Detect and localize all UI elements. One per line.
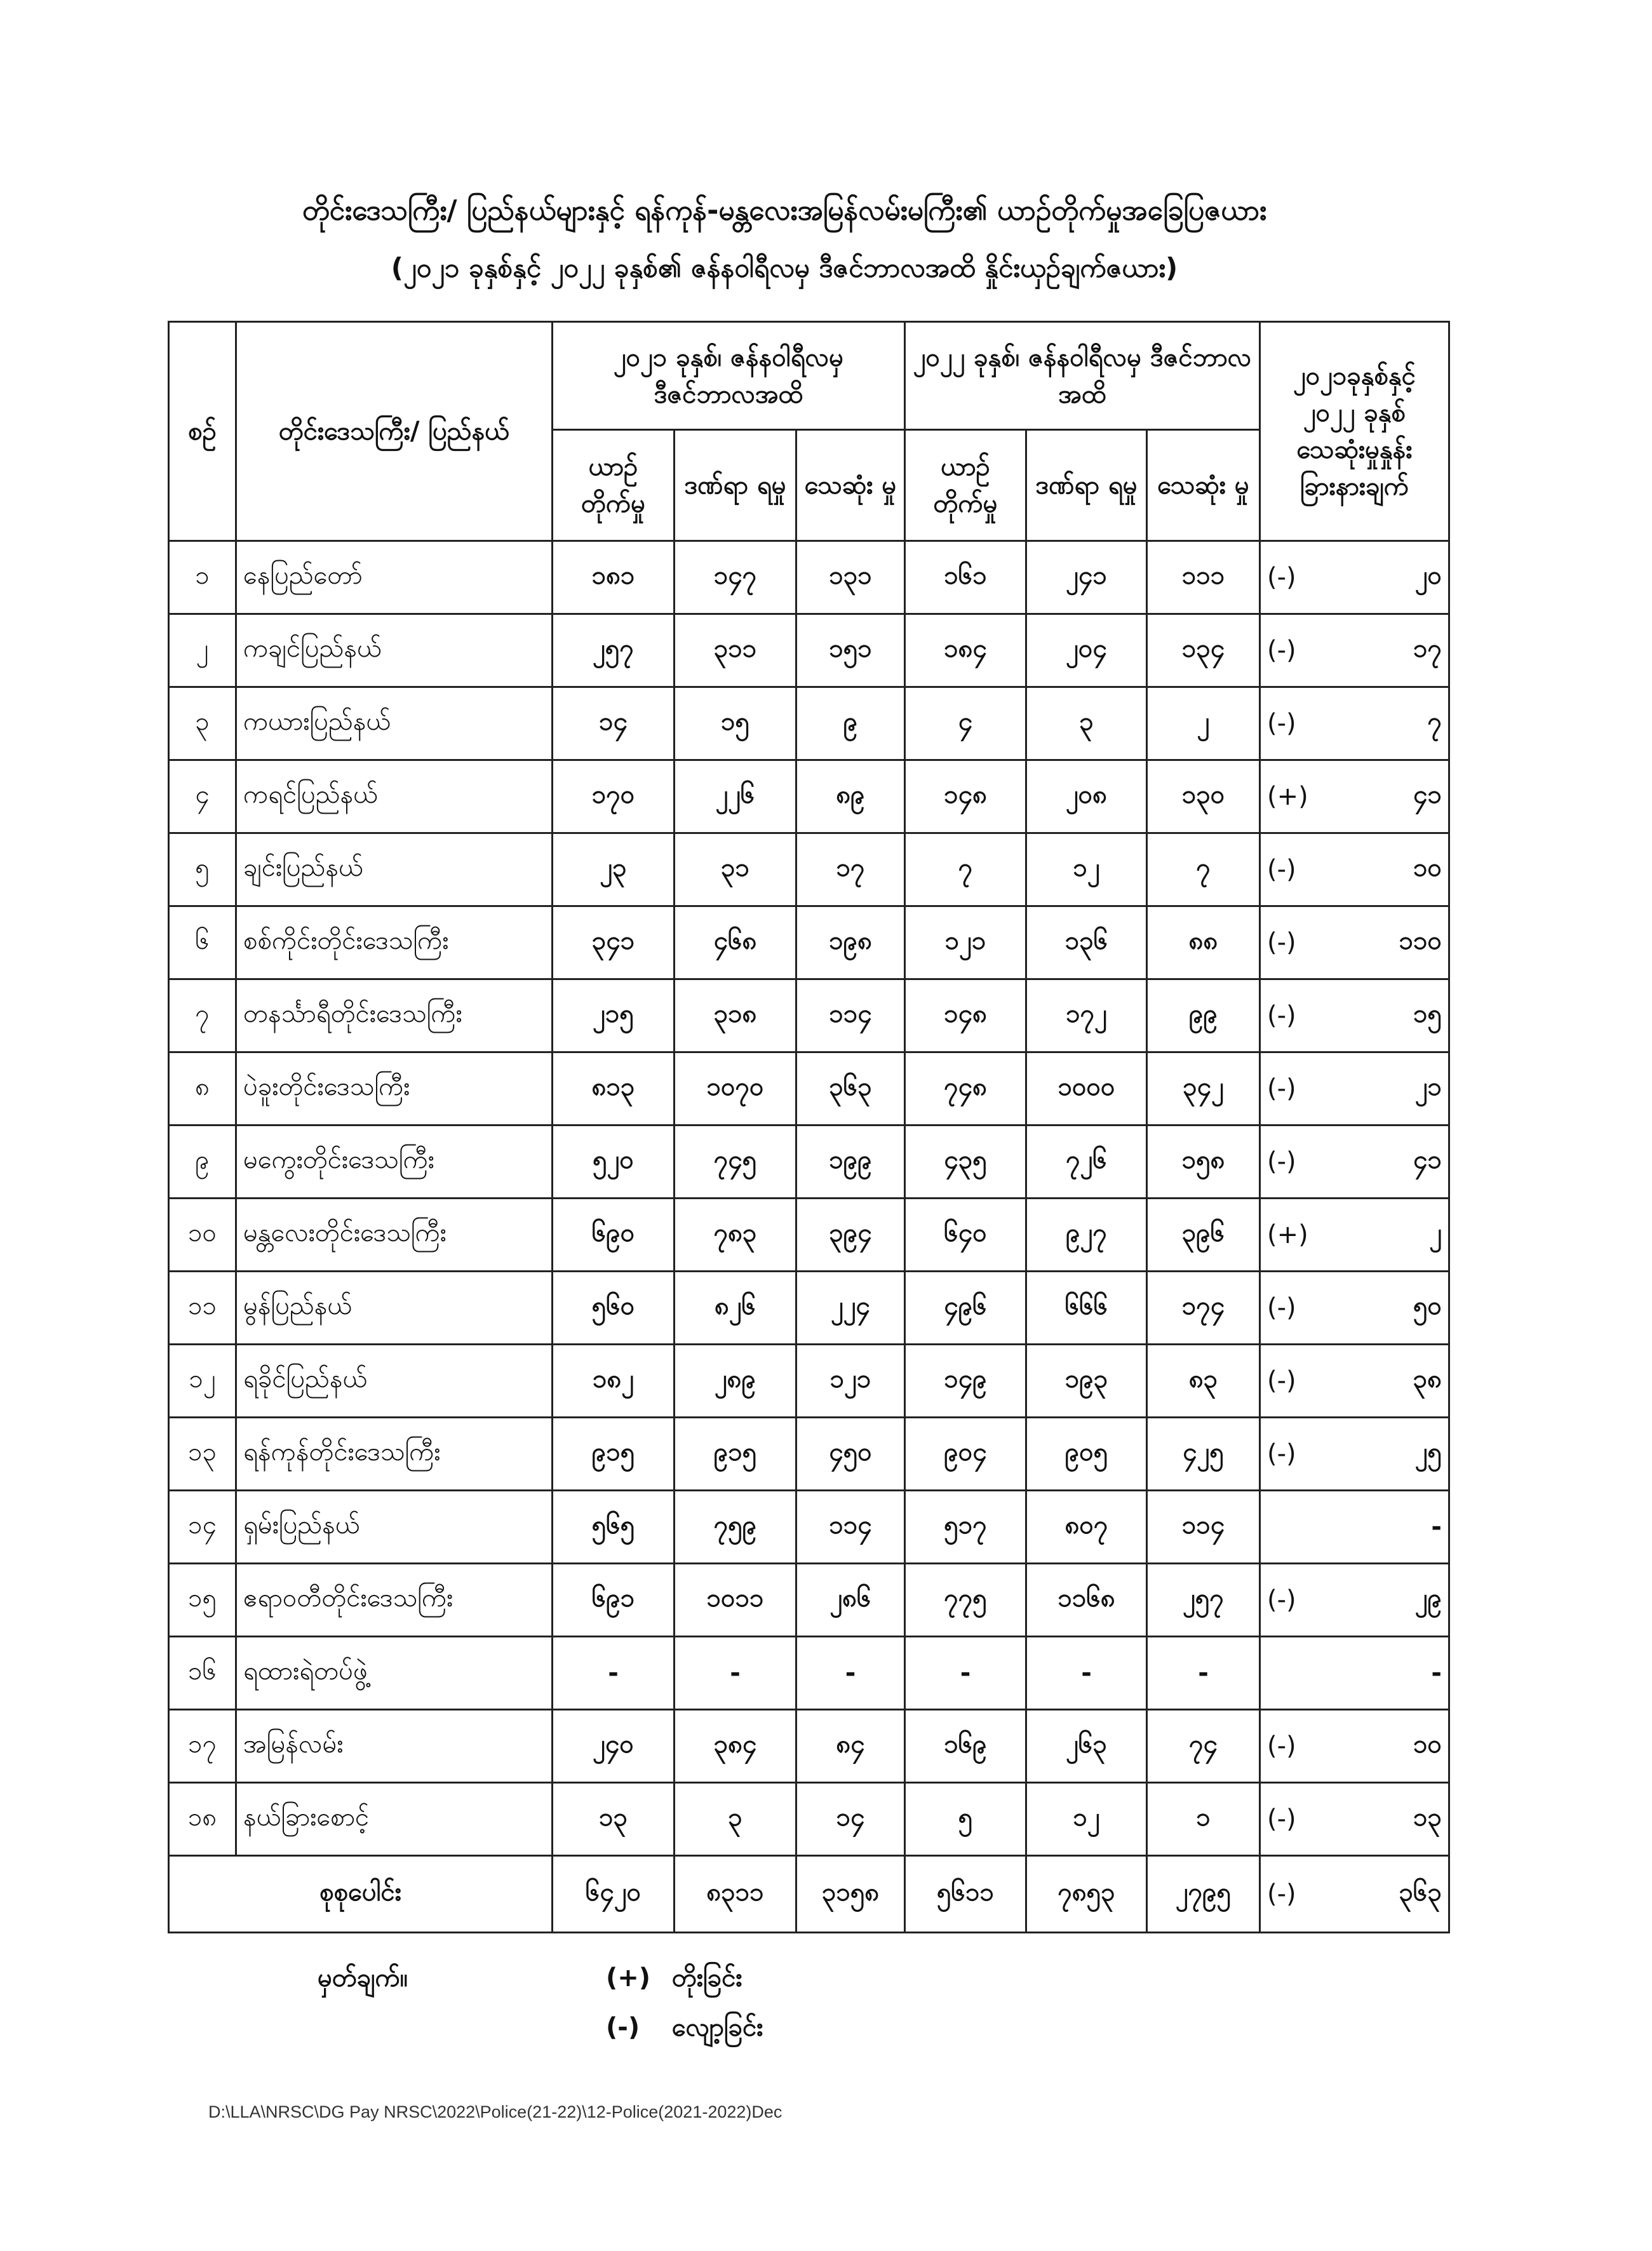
row-region-name: ကချင်ပြည်နယ် — [236, 614, 553, 687]
header-period-2021: ၂၀၂၁ ခုနှစ်၊ ဇန်နဝါရီလမှ ဒီဇင်ဘာလအထိ — [553, 322, 905, 430]
row-accidents-2022: ၁၆၁ — [905, 541, 1026, 614]
table-row — [169, 1052, 1449, 1126]
notes-minus-symbol: (-) — [605, 2013, 640, 2042]
row-deaths-2022: ၁၇၄ — [1147, 1272, 1260, 1345]
row-injuries-2022: ၆၆၆ — [1026, 1272, 1147, 1345]
row-injuries-2021: ၁၅ — [675, 687, 796, 760]
table-row — [169, 1491, 1449, 1564]
row-index: ၉ — [169, 1126, 236, 1199]
row-diff-sign: (-) — [1260, 1345, 1324, 1418]
row-deaths-2022: ၇ — [1147, 833, 1260, 906]
row-region-name: ရှမ်းပြည်နယ် — [236, 1491, 553, 1564]
row-injuries-2021: ၁၀၁၁ — [675, 1564, 796, 1637]
row-index: ၁၀ — [169, 1199, 236, 1272]
row-deaths-2021: ၁၉၈ — [796, 906, 905, 979]
row-deaths-2022: ၃၄၂ — [1147, 1052, 1260, 1126]
row-injuries-2021: ၄၆၈ — [675, 906, 796, 979]
row-injuries-2022: ၈၀၇ — [1026, 1491, 1147, 1564]
table-row — [169, 833, 1449, 906]
header-deaths-2022: သေဆုံး မှု — [1147, 430, 1260, 541]
row-death-difference: ၂၉ — [1324, 1564, 1449, 1637]
row-diff-sign: (-) — [1260, 833, 1324, 906]
row-injuries-2021: ၂၂၆ — [675, 760, 796, 833]
row-death-difference: ၂ — [1324, 1199, 1449, 1272]
table-row — [169, 1564, 1449, 1637]
row-injuries-2022: ၁၉၃ — [1026, 1345, 1147, 1418]
row-injuries-2021: ၃ — [675, 1783, 796, 1856]
row-accidents-2021: ၅၆၀ — [553, 1272, 675, 1345]
row-death-difference: ၁၅ — [1324, 979, 1449, 1052]
row-diff-sign — [1260, 1491, 1324, 1564]
row-index: ၁၅ — [169, 1564, 236, 1637]
row-death-difference: - — [1324, 1637, 1449, 1710]
row-accidents-2021: ၂၁၅ — [553, 979, 675, 1052]
row-index: ၁၇ — [169, 1710, 236, 1783]
row-region-name: စစ်ကိုင်းတိုင်းဒေသကြီး — [236, 906, 553, 979]
table-row — [169, 1783, 1449, 1856]
row-death-difference: ၁၇ — [1324, 614, 1449, 687]
row-injuries-2021: ၃၁၁ — [675, 614, 796, 687]
row-accidents-2022: - — [905, 1637, 1026, 1710]
row-deaths-2021: - — [796, 1637, 905, 1710]
table-row — [169, 760, 1449, 833]
row-index: ၆ — [169, 906, 236, 979]
header-region: တိုင်းဒေသကြီး/ ပြည်နယ် — [236, 322, 553, 541]
table-row — [169, 906, 1449, 979]
row-region-name: နယ်ခြားစောင့် — [236, 1783, 553, 1856]
row-deaths-2022: ၁၁၄ — [1147, 1491, 1260, 1564]
row-deaths-2022: ၃၉၆ — [1147, 1199, 1260, 1272]
row-death-difference: ၄၁ — [1324, 1126, 1449, 1199]
table-row — [169, 1710, 1449, 1783]
row-injuries-2022: ၁၁၆၈ — [1026, 1564, 1147, 1637]
row-region-name: မကွေးတိုင်းဒေသကြီး — [236, 1126, 553, 1199]
row-index: ၁ — [169, 541, 236, 614]
row-injuries-2022: ၁၂ — [1026, 1783, 1147, 1856]
row-injuries-2022: ၁၇၂ — [1026, 979, 1147, 1052]
row-region-name: ရခိုင်ပြည်နယ် — [236, 1345, 553, 1418]
row-death-difference: ၃၈ — [1324, 1345, 1449, 1418]
notes-plus-symbol: (+) — [605, 1963, 651, 1992]
table-body — [169, 541, 1449, 1856]
table-row — [169, 1199, 1449, 1272]
page-subtitle: (၂၀၂၁ ခုနှစ်နှင့် ၂၀၂၂ ခုနှစ်၏ ဇန်နဝါရီလမှ ဒီဇင်ဘာလအထိ နှိုင်းယှဉ်ချက်ဇယား) — [391, 252, 1178, 283]
row-index: ၁၆ — [169, 1637, 236, 1710]
row-death-difference: ၂၅ — [1324, 1418, 1449, 1491]
row-injuries-2022: ၉၂၇ — [1026, 1199, 1147, 1272]
row-death-difference: ၅၀ — [1324, 1272, 1449, 1345]
row-accidents-2021: ၈၁၃ — [553, 1052, 675, 1126]
row-deaths-2021: ၂၈၆ — [796, 1564, 905, 1637]
total-label: စုစုပေါင်း — [169, 1856, 553, 1933]
row-diff-sign: (-) — [1260, 541, 1324, 614]
total-injuries-2022: ၇၈၅၃ — [1026, 1856, 1147, 1933]
row-accidents-2021: ၁၇၀ — [553, 760, 675, 833]
row-accidents-2021: ၅၆၅ — [553, 1491, 675, 1564]
row-deaths-2022: ၁၃၄ — [1147, 614, 1260, 687]
row-diff-sign: (-) — [1260, 1126, 1324, 1199]
row-injuries-2022: ၁၃၆ — [1026, 906, 1147, 979]
row-diff-sign — [1260, 1637, 1324, 1710]
row-deaths-2021: ၁၂၁ — [796, 1345, 905, 1418]
row-accidents-2022: ၅၁၇ — [905, 1491, 1026, 1564]
row-injuries-2022: ၂၄၁ — [1026, 541, 1147, 614]
header-period-2022: ၂၀၂၂ ခုနှစ်၊ ဇန်နဝါရီလမှ ဒီဇင်ဘာလအထိ — [905, 322, 1260, 430]
row-accidents-2021: ၉၁၅ — [553, 1418, 675, 1491]
header-injuries-2022: ဒဏ်ရာ ရမှု — [1026, 430, 1147, 541]
row-accidents-2022: ၆၄၀ — [905, 1199, 1026, 1272]
row-deaths-2022: ၁ — [1147, 1783, 1260, 1856]
row-deaths-2021: ၁၇ — [796, 833, 905, 906]
row-injuries-2022: ၉၀၅ — [1026, 1418, 1147, 1491]
row-diff-sign: (-) — [1260, 1710, 1324, 1783]
header-death-difference: ၂၀၂၁ခုနှစ်နှင့် ၂၀၂၂ ခုနှစ် သေဆုံးမှုနှုန်း ခြားနားချက် — [1260, 322, 1449, 541]
page-title: တိုင်းဒေသကြီး/ ပြည်နယ်များနှင့် ရန်ကုန်-မန္တလေးအမြန်လမ်းမကြီး၏ ယာဉ်တိုက်မှုအခြေပြဇယား — [302, 194, 1267, 227]
row-deaths-2022: ၁၃၀ — [1147, 760, 1260, 833]
row-accidents-2021: - — [553, 1637, 675, 1710]
row-accidents-2021: ၁၈၁ — [553, 541, 675, 614]
row-injuries-2021: ၁၀၇၀ — [675, 1052, 796, 1126]
row-accidents-2021: ၃၄၁ — [553, 906, 675, 979]
notes-section — [318, 1953, 763, 2052]
row-injuries-2021: ၁၄၇ — [675, 541, 796, 614]
row-injuries-2022: ၁၂ — [1026, 833, 1147, 906]
row-deaths-2022: ၁၅၈ — [1147, 1126, 1260, 1199]
row-deaths-2022: - — [1147, 1637, 1260, 1710]
row-injuries-2021: ၃၁ — [675, 833, 796, 906]
row-accidents-2021: ၆၉၀ — [553, 1199, 675, 1272]
row-diff-sign: (-) — [1260, 906, 1324, 979]
row-deaths-2021: ၁၁၄ — [796, 1491, 905, 1564]
row-injuries-2022: ၂၀၄ — [1026, 614, 1147, 687]
row-accidents-2021: ၁၈၂ — [553, 1345, 675, 1418]
row-deaths-2021: ၃၆၃ — [796, 1052, 905, 1126]
row-index: ၁၂ — [169, 1345, 236, 1418]
row-death-difference: ၁၀ — [1324, 1710, 1449, 1783]
total-difference: ၃၆၃ — [1324, 1856, 1449, 1933]
table-row — [169, 541, 1449, 614]
row-death-difference: ၂၀ — [1324, 541, 1449, 614]
table-row — [169, 979, 1449, 1052]
row-deaths-2022: ၈၈ — [1147, 906, 1260, 979]
row-accidents-2022: ၇၇၅ — [905, 1564, 1026, 1637]
footer-file-path: D:\LLA\NRSC\DG Pay NRSC\2022\Police(21-22)\12-Police(2021-2022)Dec — [208, 2102, 782, 2121]
row-accidents-2022: ၁၂၁ — [905, 906, 1026, 979]
accident-table — [168, 321, 1450, 1933]
row-injuries-2021: ၂၈၉ — [675, 1345, 796, 1418]
row-death-difference: ၇ — [1324, 687, 1449, 760]
row-injuries-2021: ၇၅၉ — [675, 1491, 796, 1564]
header-deaths-2021: သေဆုံး မှု — [796, 430, 905, 541]
notes-label: မှတ်ချက်။ — [318, 1963, 408, 1992]
row-deaths-2022: ၇၄ — [1147, 1710, 1260, 1783]
notes-minus-text: လျော့ခြင်း — [671, 2013, 763, 2042]
row-accidents-2022: ၁၄၈ — [905, 760, 1026, 833]
row-region-name: နေပြည်တော် — [236, 541, 553, 614]
row-injuries-2022: ၂၆၃ — [1026, 1710, 1147, 1783]
row-death-difference: ၁၁၀ — [1324, 906, 1449, 979]
row-injuries-2021: - — [675, 1637, 796, 1710]
total-deaths-2021: ၃၁၅၈ — [796, 1856, 905, 1933]
row-deaths-2021: ၈၉ — [796, 760, 905, 833]
row-diff-sign: (-) — [1260, 687, 1324, 760]
row-diff-sign: (-) — [1260, 1783, 1324, 1856]
row-deaths-2021: ၈၄ — [796, 1710, 905, 1783]
header-accidents-2022: ယာဉ် တိုက်မှု — [905, 430, 1026, 541]
table-row — [169, 614, 1449, 687]
row-diff-sign: (+) — [1260, 1199, 1324, 1272]
row-injuries-2021: ၇၈၃ — [675, 1199, 796, 1272]
table-row — [169, 1418, 1449, 1491]
row-diff-sign: (-) — [1260, 1052, 1324, 1126]
row-death-difference: ၁၃ — [1324, 1783, 1449, 1856]
row-accidents-2021: ၂၄၀ — [553, 1710, 675, 1783]
row-deaths-2021: ၉ — [796, 687, 905, 760]
row-index: ၂ — [169, 614, 236, 687]
row-accidents-2022: ၇၄၈ — [905, 1052, 1026, 1126]
row-accidents-2022: ၁၈၄ — [905, 614, 1026, 687]
row-deaths-2021: ၁၃၁ — [796, 541, 905, 614]
row-accidents-2022: ၁၄၉ — [905, 1345, 1026, 1418]
row-index: ၁၄ — [169, 1491, 236, 1564]
total-sign: (-) — [1260, 1856, 1324, 1933]
row-region-name: ချင်းပြည်နယ် — [236, 833, 553, 906]
row-accidents-2021: ၂၃ — [553, 833, 675, 906]
row-index: ၇ — [169, 979, 236, 1052]
row-deaths-2021: ၁၁၄ — [796, 979, 905, 1052]
row-accidents-2022: ၄၃၅ — [905, 1126, 1026, 1199]
table-row — [169, 1272, 1449, 1345]
header-injuries-2021: ဒဏ်ရာ ရမှု — [675, 430, 796, 541]
row-deaths-2021: ၃၉၄ — [796, 1199, 905, 1272]
table-row — [169, 1637, 1449, 1710]
table-row — [169, 1126, 1449, 1199]
row-region-name: ရန်ကုန်တိုင်းဒေသကြီး — [236, 1418, 553, 1491]
row-deaths-2022: ၈၃ — [1147, 1345, 1260, 1418]
row-region-name: မွန်ပြည်နယ် — [236, 1272, 553, 1345]
header-accidents-2021: ယာဉ် တိုက်မှု — [553, 430, 675, 541]
row-injuries-2022: ၃ — [1026, 687, 1147, 760]
row-diff-sign: (-) — [1260, 1564, 1324, 1637]
row-diff-sign: (+) — [1260, 760, 1324, 833]
row-injuries-2022: ၂၀၈ — [1026, 760, 1147, 833]
row-injuries-2021: ၃၈၄ — [675, 1710, 796, 1783]
row-death-difference: - — [1324, 1491, 1449, 1564]
row-injuries-2021: ၉၁၅ — [675, 1418, 796, 1491]
total-accidents-2021: ၆၄၂၀ — [553, 1856, 675, 1933]
row-deaths-2021: ၁၅၁ — [796, 614, 905, 687]
row-region-name: အမြန်လမ်း — [236, 1710, 553, 1783]
notes-plus-text: တိုးခြင်း — [671, 1963, 742, 1992]
row-index: ၁၁ — [169, 1272, 236, 1345]
row-injuries-2021: ၃၁၈ — [675, 979, 796, 1052]
row-accidents-2022: ၅ — [905, 1783, 1026, 1856]
row-deaths-2022: ၁၁၁ — [1147, 541, 1260, 614]
row-index: ၁၃ — [169, 1418, 236, 1491]
row-deaths-2022: ၉၉ — [1147, 979, 1260, 1052]
row-index: ၅ — [169, 833, 236, 906]
row-region-name: ပဲခူးတိုင်းဒေသကြီး — [236, 1052, 553, 1126]
row-deaths-2021: ၂၂၄ — [796, 1272, 905, 1345]
row-injuries-2021: ၈၂၆ — [675, 1272, 796, 1345]
row-death-difference: ၄၁ — [1324, 760, 1449, 833]
total-row — [169, 1856, 1449, 1933]
row-region-name: ကရင်ပြည်နယ် — [236, 760, 553, 833]
row-accidents-2021: ၁၄ — [553, 687, 675, 760]
row-index: ၈ — [169, 1052, 236, 1126]
row-deaths-2021: ၄၅၀ — [796, 1418, 905, 1491]
row-accidents-2021: ၆၉၁ — [553, 1564, 675, 1637]
total-injuries-2021: ၈၃၁၁ — [675, 1856, 796, 1933]
row-diff-sign: (-) — [1260, 1272, 1324, 1345]
row-accidents-2022: ၄၉၆ — [905, 1272, 1026, 1345]
row-injuries-2022: ၇၂၆ — [1026, 1126, 1147, 1199]
header-index: စဉ် — [169, 322, 236, 541]
row-index: ၄ — [169, 760, 236, 833]
total-accidents-2022: ၅၆၁၁ — [905, 1856, 1026, 1933]
row-region-name: ကယားပြည်နယ် — [236, 687, 553, 760]
row-injuries-2022: - — [1026, 1637, 1147, 1710]
row-deaths-2021: ၁၉၉ — [796, 1126, 905, 1199]
row-region-name: ဧရာဝတီတိုင်းဒေသကြီး — [236, 1564, 553, 1637]
row-region-name: တနင်္သာရီတိုင်းဒေသကြီး — [236, 979, 553, 1052]
row-index: ၃ — [169, 687, 236, 760]
row-diff-sign: (-) — [1260, 979, 1324, 1052]
row-injuries-2022: ၁၀၀၀ — [1026, 1052, 1147, 1126]
row-accidents-2021: ၂၅၇ — [553, 614, 675, 687]
row-accidents-2021: ၅၂၀ — [553, 1126, 675, 1199]
row-accidents-2022: ၇ — [905, 833, 1026, 906]
row-deaths-2022: ၂၅၇ — [1147, 1564, 1260, 1637]
row-region-name: မန္တလေးတိုင်းဒေသကြီး — [236, 1199, 553, 1272]
row-diff-sign: (-) — [1260, 614, 1324, 687]
row-index: ၁၈ — [169, 1783, 236, 1856]
row-accidents-2021: ၁၃ — [553, 1783, 675, 1856]
total-deaths-2022: ၂၇၉၅ — [1147, 1856, 1260, 1933]
row-death-difference: ၁၀ — [1324, 833, 1449, 906]
row-diff-sign: (-) — [1260, 1418, 1324, 1491]
row-deaths-2021: ၁၄ — [796, 1783, 905, 1856]
row-accidents-2022: ၁၄၈ — [905, 979, 1026, 1052]
row-accidents-2022: ၉၀၄ — [905, 1418, 1026, 1491]
row-deaths-2022: ၄၂၅ — [1147, 1418, 1260, 1491]
row-death-difference: ၂၁ — [1324, 1052, 1449, 1126]
table-row — [169, 1345, 1449, 1418]
table-row — [169, 687, 1449, 760]
row-region-name: ရထားရဲတပ်ဖွဲ့ — [236, 1637, 553, 1710]
row-accidents-2022: ၄ — [905, 687, 1026, 760]
row-accidents-2022: ၁၆၉ — [905, 1710, 1026, 1783]
row-injuries-2021: ၇၄၅ — [675, 1126, 796, 1199]
row-deaths-2022: ၂ — [1147, 687, 1260, 760]
